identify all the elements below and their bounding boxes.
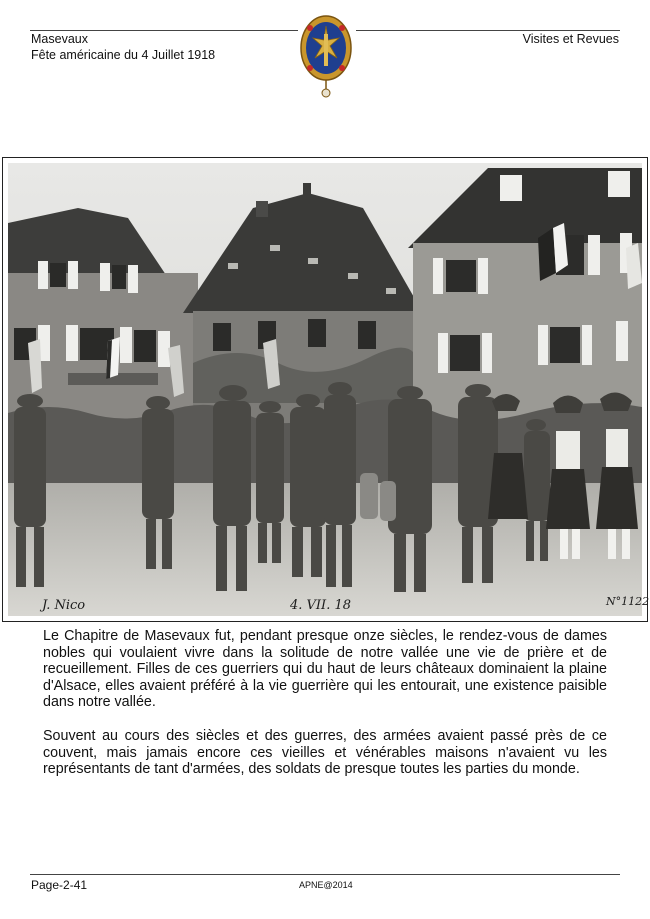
header-place: Masevaux bbox=[31, 32, 88, 46]
footer-copyright: APNE@2014 bbox=[299, 880, 353, 890]
footer-rule bbox=[30, 874, 620, 875]
body-paragraph-1: Le Chapitre de Masevaux fut, pendant presque onze siècles, le rendez-vous de dames nobles qui voulaient vivre dans la solitude de notre vallée une vie de prière et de recueillement. Filles de ces guerriers qui du haut de leurs châteaux dominaient la plaine d'Alsace, elles avaient préféré à la vie guerrière qui les entourait, une existence paisible dans notre vallée. bbox=[43, 628, 607, 711]
coat-of-arms-emblem bbox=[299, 14, 353, 98]
photo-plate-number: N°1122 bbox=[606, 595, 650, 608]
header-section: Visites et Revues bbox=[522, 32, 619, 46]
header-rule-right bbox=[356, 30, 620, 31]
historical-photograph bbox=[8, 163, 650, 616]
photo-signature: J. Nico bbox=[42, 598, 86, 613]
body-paragraph-2: Souvent au cours des siècles et des guerres, des armées avaient passé près de ce couvent, mais jamais encore ces vieilles et vénérables maisons n'avaient vu les représentants de tant d'armées, des soldats de presque toutes les parties du monde. bbox=[43, 728, 607, 778]
header-rule-left bbox=[30, 30, 298, 31]
photo-frame bbox=[2, 157, 648, 622]
footer-page-number: Page-2-41 bbox=[31, 878, 88, 892]
header-event: Fête américaine du 4 Juillet 1918 bbox=[31, 48, 216, 62]
photo-date: 4. VII. 18 bbox=[290, 598, 352, 613]
